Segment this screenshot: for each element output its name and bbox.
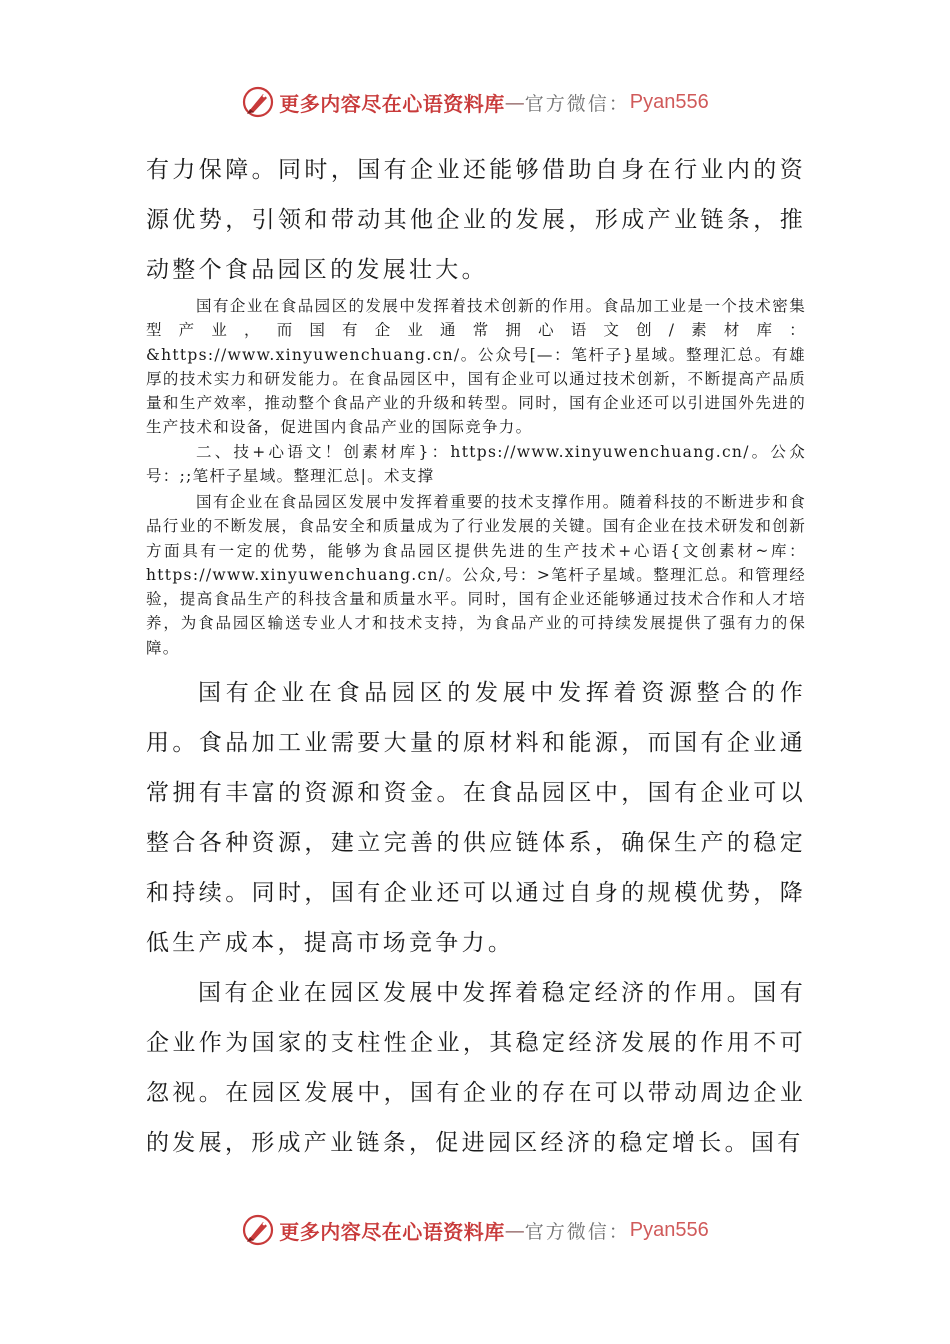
banner-dash: — <box>504 1218 525 1242</box>
body-paragraph-2: 国有企业在食品园区的发展中发挥着资源整合的作用。食品加工业需要大量的原材料和能源，而国有企业通常拥有丰富的资源和资金。在食品园区中，国有企业可以整合各种资源，建立完善的供应链体系，确保生产的稳定和持续。同时，国有企业还可以通过自身的规模优势，降低生产成本，提高市场竞争力。 <box>146 680 806 956</box>
pen-nib-logo-icon <box>241 85 275 119</box>
pen-nib-logo-icon <box>241 1213 275 1247</box>
banner-dash: — <box>504 90 525 114</box>
banner-official-label: 官方微信： <box>524 1220 630 1243</box>
body-paragraph-3: 国有企业在园区发展中发挥着稳定经济的作用。国有企业作为国家的支柱性企业，其稳定经济发展的作用不可忽视。在园区发展中，国有企业的存在可以带动周边企业的发展，形成产业链条，促进园区经济的稳定增长。国有 <box>146 980 806 1156</box>
small-paragraph-3: 国有企业在食品园区发展中发挥着重要的技术支撑作用。随着科技的不断进步和食品行业的不断发展，食品安全和质量成为了行业发展的关键。国有企业在技术研发和创新方面具有一定的优势，能够为食品园区提供先进的生产技术+心语{文创素材~库：https://www.xinyuwenchuang.cn/。公众,号：>笔杆子星域。整理汇总。和管理经验，提高食品生产的科技含量和质量水平。同时，国有企业还能够通过技术合作和人才培养，为食品园区输送专业人才和技术支持，为食品产业的可持续发展提供了强有力的保障。 <box>146 493 806 657</box>
small-paragraph-1: 国有企业在食品园区的发展中发挥着技术创新的作用。食品加工业是一个技术密集型产业，而国有企业通常拥心语文创/素材库：&https://www.xinyuwenchuang.cn/。公众号[—：笔杆子}星域。整理汇总。有雄厚的技术实力和研发能力。在食品园区中，国有企业可以通过技术创新，不断提高产品质量和生产效率，推动整个食品产业的升级和转型。同时，国有企业还可以引进国外先进的生产技术和设备，促进国内食品产业的国际竞争力。 <box>146 297 806 437</box>
small-paragraph-2: 二、技+心语文！创素材库}：https://www.xinyuwenchuang.cn/。公众号：;;笔杆子星域。整理汇总|。术支撑 <box>146 443 806 486</box>
banner-text: 更多内容尽在心语资料库 <box>279 1219 505 1244</box>
header-banner <box>0 82 950 122</box>
footer-banner <box>0 1210 950 1250</box>
banner-official-label: 官方微信： <box>524 92 630 115</box>
banner-wechat-id: Pyan556 <box>629 1218 709 1241</box>
banner-wechat-id: Pyan556 <box>629 90 709 113</box>
banner-text: 更多内容尽在心语资料库 <box>279 91 505 116</box>
body-paragraph-1: 有力保障。同时，国有企业还能够借助自身在行业内的资源优势，引领和带动其他企业的发展，形成产业链条，推动整个食品园区的发展壮大。 <box>146 157 806 283</box>
